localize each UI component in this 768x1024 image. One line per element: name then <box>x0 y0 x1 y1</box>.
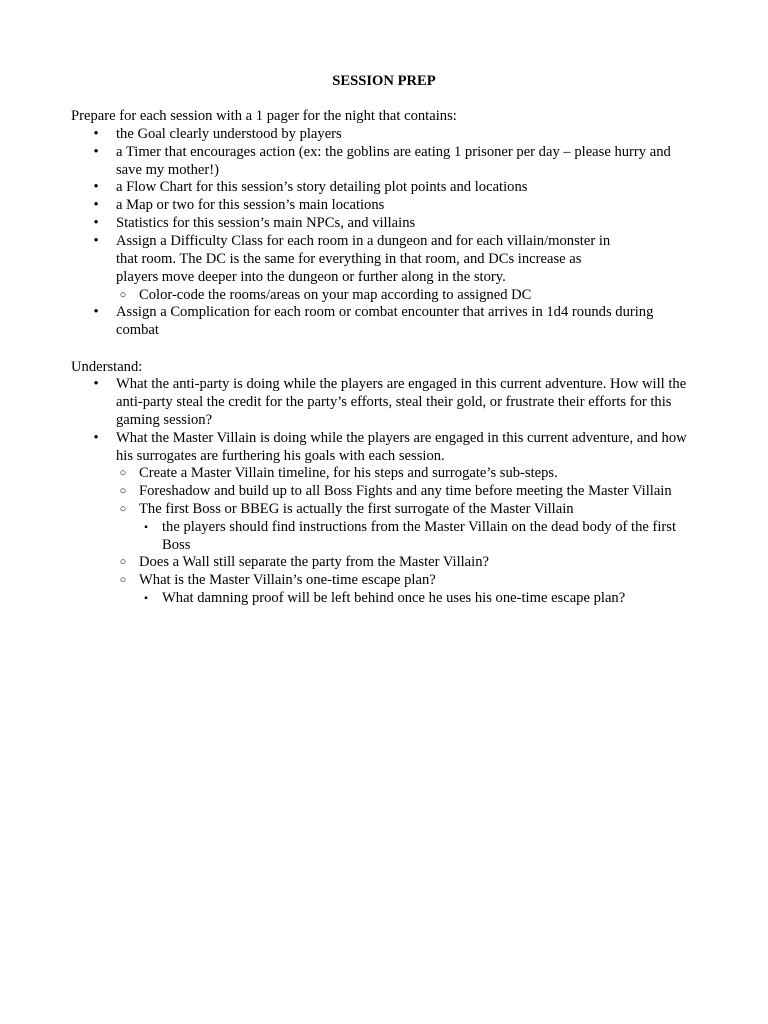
sub-list-item <box>119 554 696 572</box>
list-item <box>93 197 696 215</box>
sub-list-item <box>119 287 696 305</box>
list-item-text: Color-code the rooms/areas on your map according to assigned DC <box>139 287 532 303</box>
bullet-marker: • <box>93 144 99 160</box>
square-marker: ▪ <box>144 522 148 533</box>
list-item-text: a Map or two for this session’s main locations <box>116 197 385 213</box>
list-item-text: Does a Wall still separate the party from the Master Villain? <box>139 554 489 570</box>
list-item-text: What damning proof will be left behind once he uses his one-time escape plan? <box>162 590 626 606</box>
circle-marker: ○ <box>119 556 127 568</box>
list-item-text: What is the Master Villain’s one-time escape plan? <box>139 572 436 588</box>
sub-sub-list-item <box>144 519 696 555</box>
list-item-text: Statistics for this session’s main NPCs, and villains <box>116 215 416 231</box>
sub-sub-list-item <box>144 590 696 608</box>
list-item-text: Create a Master Villain timeline, for his steps and surrogate’s sub-steps. <box>139 465 558 481</box>
bullet-marker: • <box>93 304 99 320</box>
circle-marker: ○ <box>119 574 127 586</box>
list-item-text-line: Assign a Difficulty Class for each room in a dungeon and for each villain/monster in <box>116 233 611 249</box>
list-item-text: a Timer that encourages action (ex: the goblins are eating 1 prisoner per day – please hurry and save my mother!) <box>116 144 671 178</box>
sub-list-item <box>119 501 696 519</box>
list-item <box>93 179 696 197</box>
list-item <box>93 376 696 429</box>
list-item <box>93 215 696 233</box>
list-item-text: Assign a Complication for each room or combat encounter that arrives in 1d4 rounds during combat <box>116 304 654 338</box>
square-marker: ▪ <box>144 593 148 604</box>
list-item <box>93 144 696 180</box>
list-item-text: a Flow Chart for this session’s story detailing plot points and locations <box>116 179 528 195</box>
circle-marker: ○ <box>119 289 127 301</box>
page-title: SESSION PREP <box>332 73 436 89</box>
sub-list-item <box>119 465 696 483</box>
intro-paragraph: Prepare for each session with a 1 pager for the night that contains: <box>71 108 457 124</box>
list-item-text: the Goal clearly understood by players <box>116 126 342 142</box>
list-item <box>93 430 696 466</box>
bullet-marker: • <box>93 215 99 231</box>
circle-marker: ○ <box>119 485 127 497</box>
list-item <box>93 233 696 286</box>
circle-marker: ○ <box>119 503 127 515</box>
sub-list-item <box>119 483 696 501</box>
bullet-marker: • <box>93 233 99 249</box>
list-item-text: What the anti-party is doing while the players are engaged in this current adventure. How will the anti-party steal the credit for the party’s efforts, steal their gold, or frustrate their efforts for this gaming session? <box>116 376 687 428</box>
bullet-marker: • <box>93 197 99 213</box>
list-item-text: The first Boss or BBEG is actually the first surrogate of the Master Villain <box>139 501 574 517</box>
list-item-text-line: that room. The DC is the same for everything in that room, and DCs increase as <box>116 250 582 267</box>
list-item-text-line: players move deeper into the dungeon or further along in the story. <box>116 268 506 285</box>
list-item-text: What the Master Villain is doing while the players are engaged in this current adventure, and how his surrogates are furthering his goals with each session. <box>116 430 687 464</box>
section-heading-understand: Understand: <box>71 359 143 375</box>
list-item <box>93 304 696 340</box>
bullet-marker: • <box>93 126 99 142</box>
bullet-marker: • <box>93 376 99 392</box>
list-item <box>93 126 696 144</box>
list-item-text: the players should find instructions from the Master Villain on the dead body of the first Boss <box>162 519 676 553</box>
list-item-text: Foreshadow and build up to all Boss Fights and any time before meeting the Master Villain <box>139 483 672 499</box>
sub-list-item <box>119 572 696 590</box>
bullet-marker: • <box>93 430 99 446</box>
circle-marker: ○ <box>119 467 127 479</box>
bullet-marker: • <box>93 179 99 195</box>
